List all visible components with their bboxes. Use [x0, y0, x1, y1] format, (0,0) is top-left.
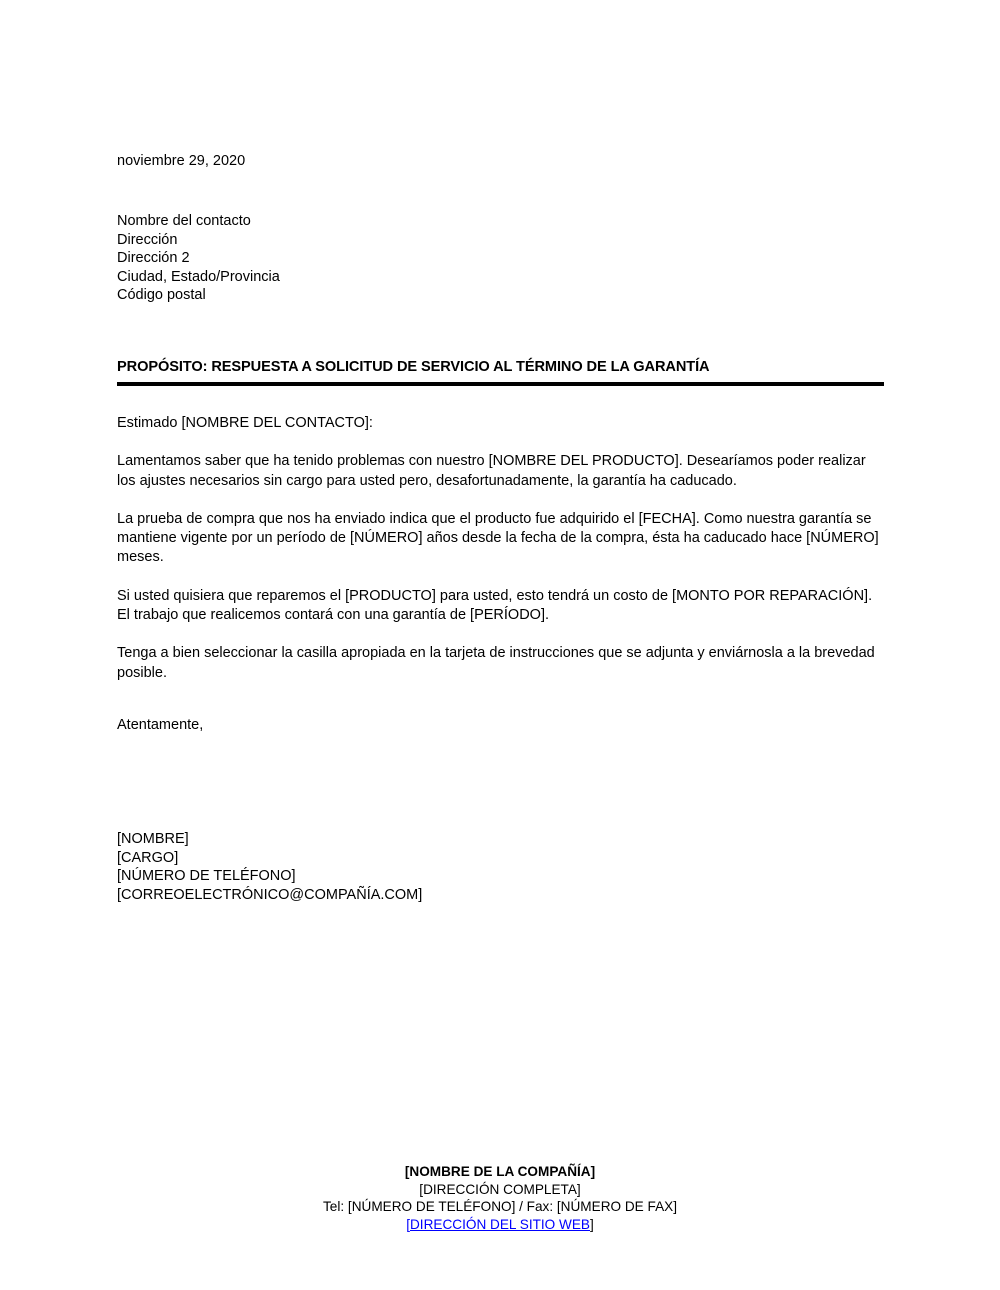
footer-contact: Tel: [NÚMERO DE TELÉFONO] / Fax: [NÚMERO DE FAX] — [323, 1199, 677, 1215]
footer-company-name: [NOMBRE DE LA COMPAÑÍA] — [404, 1164, 596, 1179]
signature-line: [CARGO] — [117, 849, 179, 866]
letter-date: noviembre 29, 2020 — [117, 153, 246, 169]
body-paragraph: La prueba de compra que nos ha enviado indica que el producto fue adquirido el [FECHA]. Como nuestra garantía se mantiene vigente por un período de [NÚMERO] años desde la fecha de la compra, ésta ha caducado hace [NÚMERO] meses. — [117, 510, 879, 566]
recipient-address-block — [117, 212, 280, 305]
closing-salutation: Atentamente, — [117, 716, 204, 733]
salutation: Estimado [NOMBRE DEL CONTACTO]: — [117, 415, 373, 431]
footer-website-bracket-open: [ — [406, 1216, 410, 1232]
body-paragraph: Lamentamos saber que ha tenido problemas con nuestro [NOMBRE DEL PRODUCTO]. Desearíamos poder realizar los ajustes necesarios sin cargo para usted pero, desafortunadamente, la garantía ha caducado. — [117, 453, 866, 489]
signature-line: [NÚMERO DE TELÉFONO] — [117, 868, 296, 885]
footer-address: [DIRECCIÓN COMPLETA] — [419, 1181, 581, 1197]
subject-section — [117, 358, 884, 386]
address-line: Nombre del contacto — [117, 213, 251, 229]
body-paragraph: Si usted quisiera que reparemos el [PRODUCTO] para usted, esto tendrá un costo de [MONTO POR REPARACIÓN]. El trabajo que realicemos contará con una garantía de [PERÍODO]. — [117, 587, 873, 624]
footer-website-line — [0, 1216, 1000, 1234]
subject-heading: PROPÓSITO: RESPUESTA A SOLICITUD DE SERVICIO AL TÉRMINO DE LA GARANTÍA — [117, 359, 710, 375]
horizontal-rule — [117, 382, 884, 386]
signature-line: [CORREOELECTRÓNICO@COMPAÑÍA.COM] — [117, 886, 423, 903]
signature-block — [117, 830, 422, 904]
address-line: Código postal — [117, 287, 206, 304]
footer-website-bracket-close: ] — [590, 1216, 594, 1232]
address-line: Dirección — [117, 231, 178, 248]
address-line: Dirección 2 — [117, 250, 190, 267]
body-paragraph: Tenga a bien seleccionar la casilla apropiada en la tarjeta de instrucciones que se adjunta y enviárnosla a la brevedad posible. — [117, 645, 875, 681]
website-link[interactable]: DIRECCIÓN DEL SITIO WEB — [409, 1216, 590, 1232]
address-line: Ciudad, Estado/Provincia — [117, 268, 280, 285]
signature-line: [NOMBRE] — [117, 831, 189, 847]
page-footer — [0, 1163, 1000, 1233]
letter-body — [117, 414, 884, 735]
